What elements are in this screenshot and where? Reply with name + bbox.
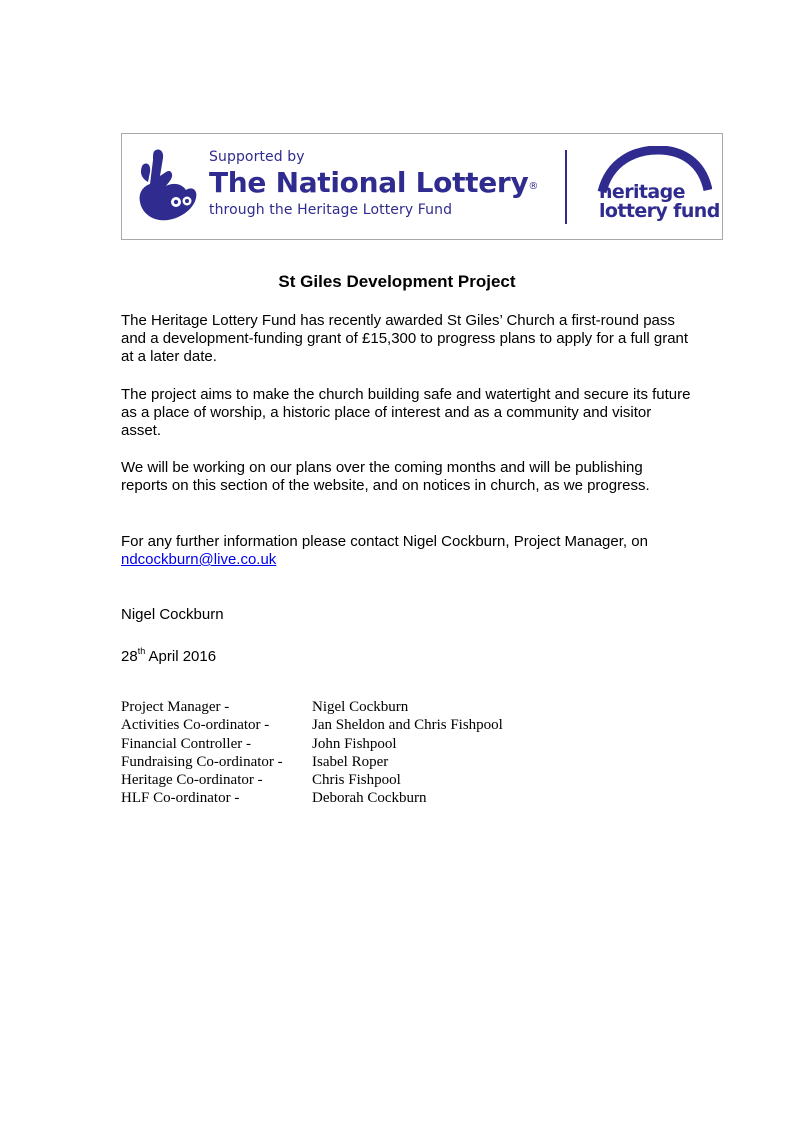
page-title: St Giles Development Project	[278, 272, 516, 291]
role-holder: John Fishpool	[312, 735, 397, 752]
role-title: HLF Co-ordinator -	[121, 790, 240, 807]
contact-email-link[interactable]: ndcockburn@live.co.uk	[121, 551, 277, 568]
national-lottery-wordmark	[209, 148, 538, 220]
role-holder: Isabel Roper	[312, 753, 389, 770]
contact-paragraph	[121, 533, 691, 569]
registered-mark: ®	[528, 181, 539, 192]
role-title: Financial Controller -	[121, 735, 251, 752]
heritage-lottery-fund-wordmark	[599, 183, 720, 221]
national-lottery-name: The National Lottery	[209, 166, 529, 199]
date-day: 28	[121, 648, 138, 665]
role-holder: Nigel Cockburn	[312, 699, 409, 715]
hlf-line-2: lottery fund	[599, 200, 720, 222]
role-holder: Jan Sheldon and Chris Fishpool	[312, 717, 503, 734]
role-row	[121, 789, 503, 807]
supported-by-label: Supported by	[209, 149, 305, 165]
role-row	[121, 716, 503, 734]
role-holder: Deborah Cockburn	[312, 790, 427, 807]
national-lottery-title	[209, 166, 538, 200]
document-date	[121, 643, 216, 666]
through-hlf-label: through the Heritage Lottery Fund	[209, 202, 453, 218]
intro-paragraph: The Heritage Lottery Fund has recently awarded St Giles’ Church a first-round pass and a development-funding grant of £15,300 to progress plans to apply for a full grant at a later date.	[121, 312, 689, 365]
role-row	[121, 735, 503, 753]
sponsor-banner	[121, 133, 723, 240]
banner-divider	[565, 150, 567, 224]
role-title: Fundraising Co-ordinator -	[121, 753, 283, 770]
hlf-line-1: heritage	[599, 181, 685, 203]
role-title: Project Manager -	[121, 699, 230, 715]
contact-text: For any further information please contact Nigel Cockburn, Project Manager, on	[121, 533, 648, 550]
role-title: Activities Co-ordinator -	[121, 717, 270, 734]
role-holder: Chris Fishpool	[312, 772, 401, 789]
role-row	[121, 771, 503, 789]
date-suffix: th	[137, 646, 146, 656]
role-row	[121, 698, 503, 716]
aims-paragraph: The project aims to make the church building safe and watertight and secure its future as a place of worship, a historic place of interest and as a community and visitor asset.	[121, 386, 691, 439]
national-lottery-crossed-fingers-icon	[136, 146, 200, 226]
role-title: Heritage Co-ordinator -	[121, 772, 263, 789]
role-row	[121, 753, 503, 771]
date-month-year: April 2016	[145, 648, 217, 665]
progress-paragraph: We will be working on our plans over the coming months and will be publishing reports on this section of the website, and on notices in church, as we progress.	[121, 459, 650, 494]
project-roles-list	[121, 698, 503, 808]
signer-name: Nigel Cockburn	[121, 606, 224, 623]
